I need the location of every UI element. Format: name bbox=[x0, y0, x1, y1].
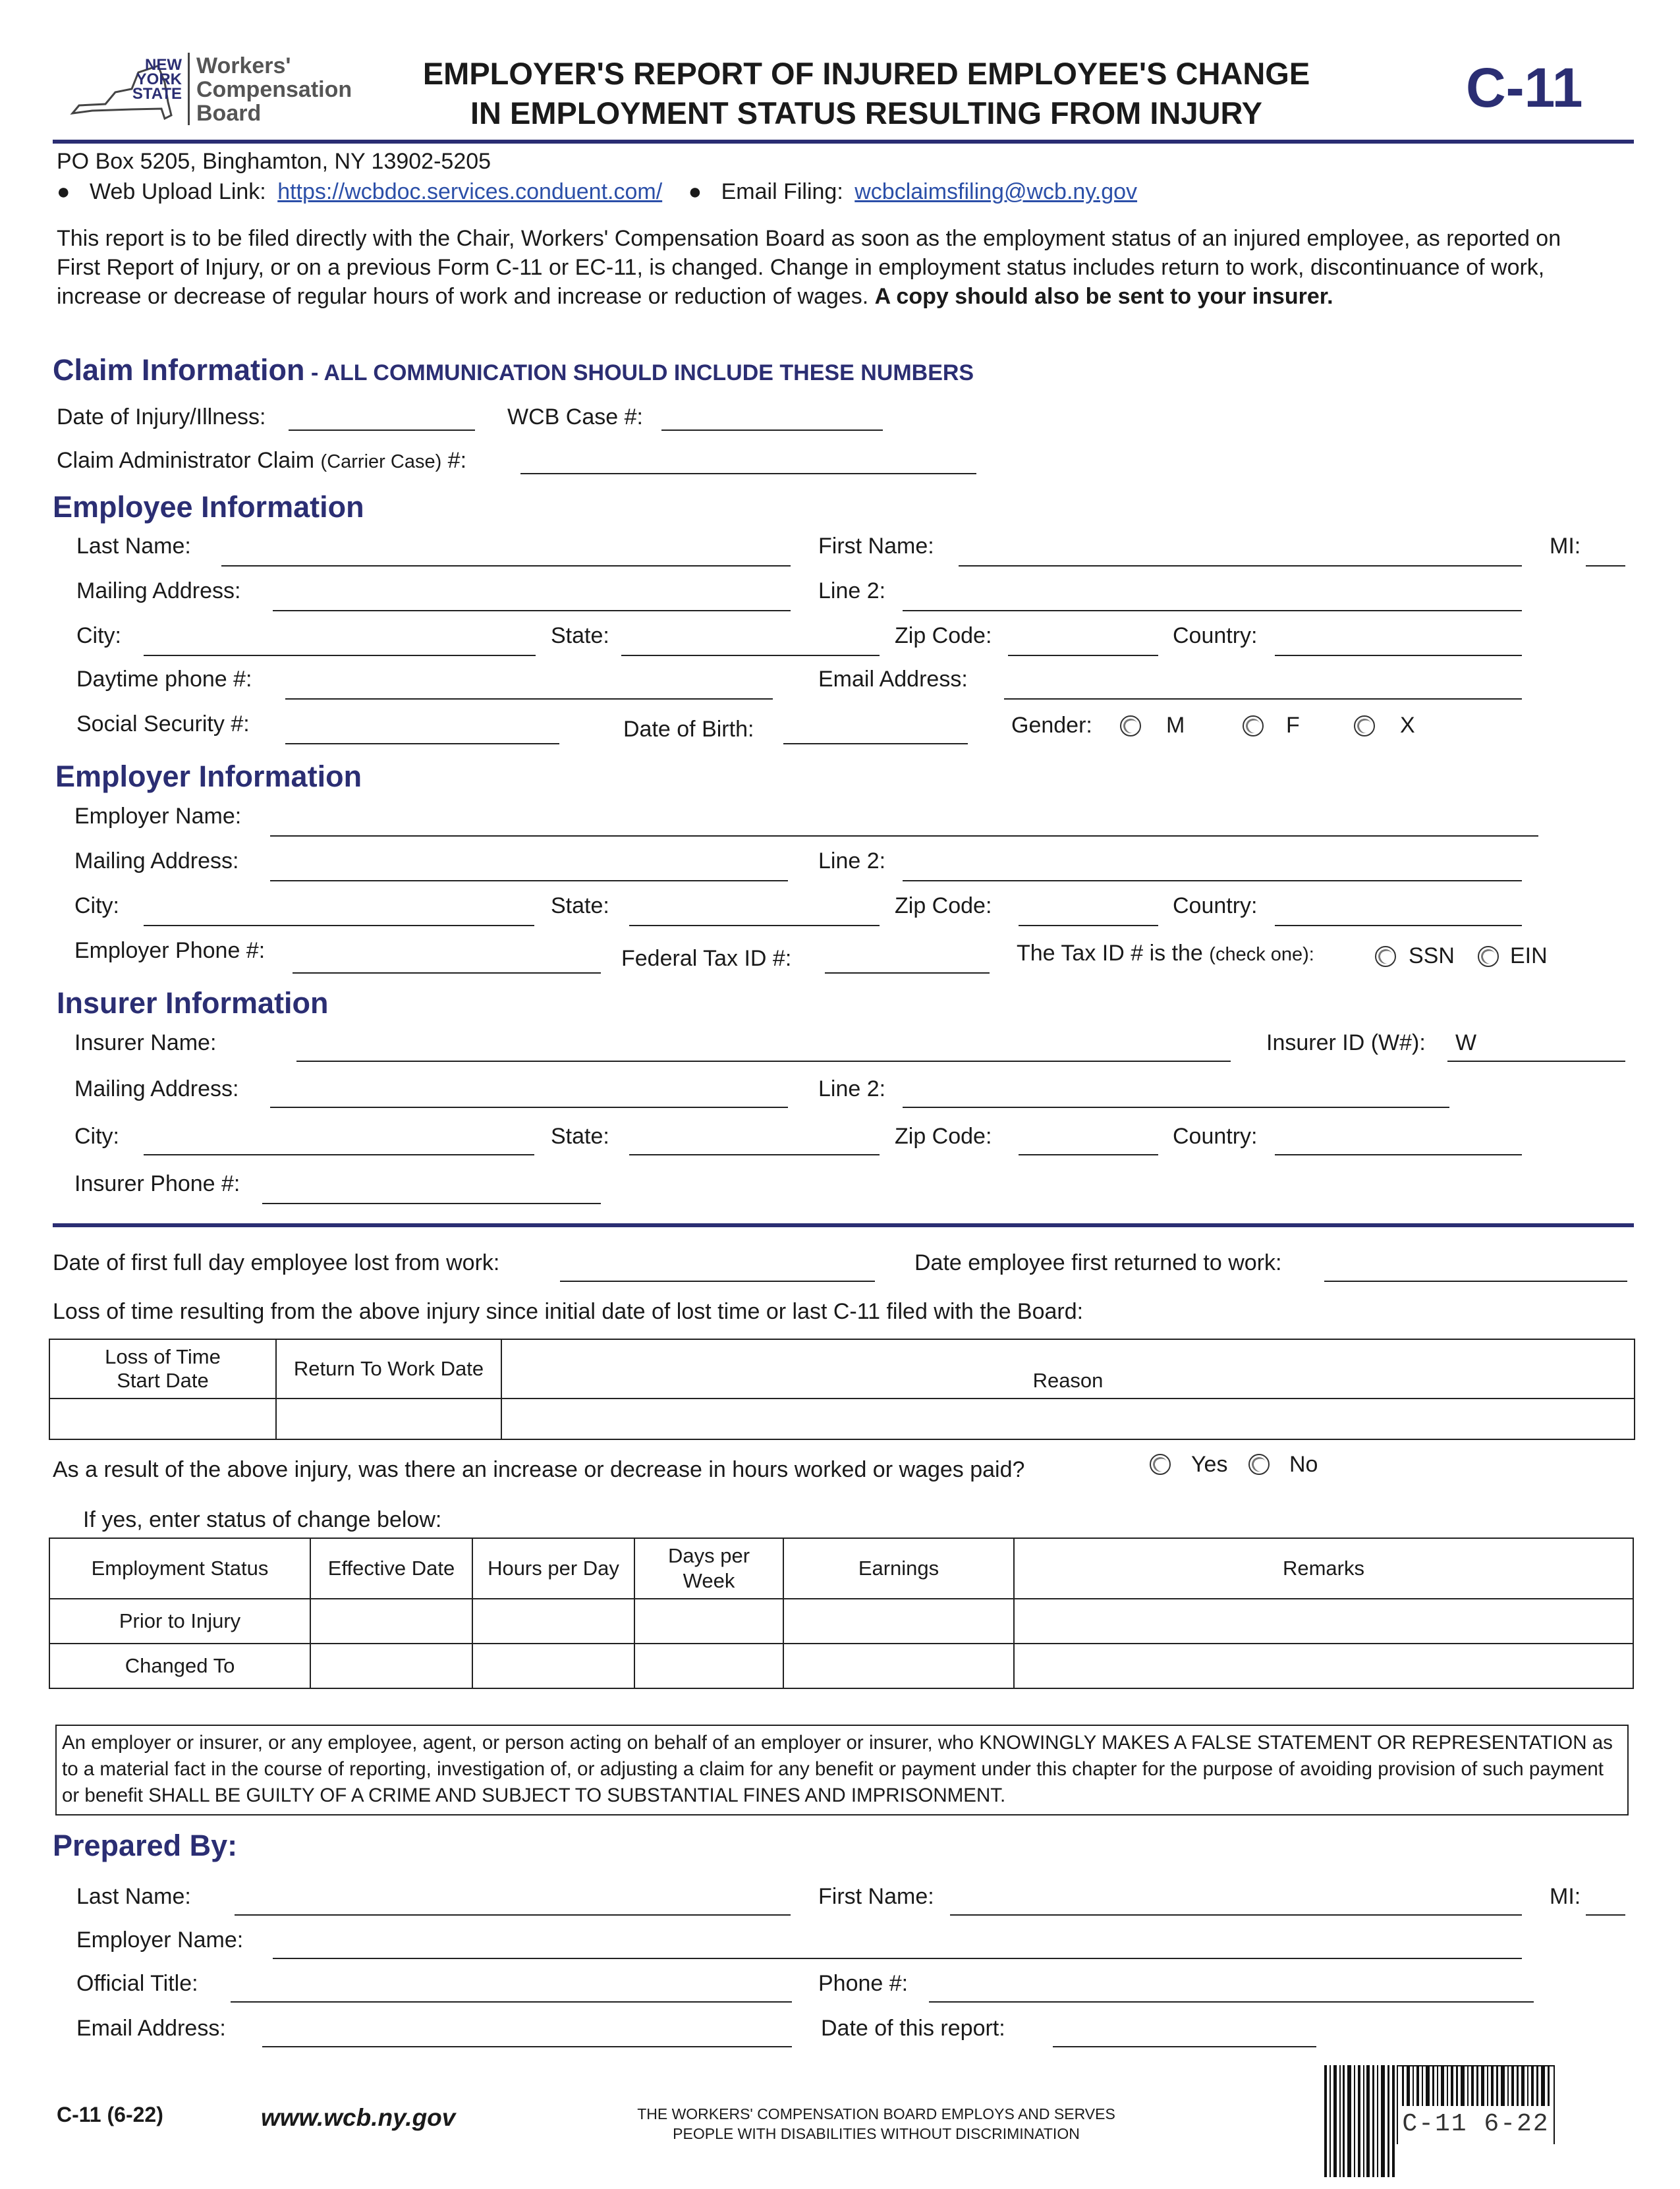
prep-title-label: Official Title: bbox=[76, 1971, 198, 1996]
er-zip-label: Zip Code: bbox=[895, 893, 992, 918]
col-loss-start-line2: Start Date bbox=[117, 1369, 209, 1392]
wcb-case-field[interactable] bbox=[661, 429, 883, 431]
ins-city-field[interactable] bbox=[144, 1154, 534, 1155]
er-state-label: State: bbox=[551, 893, 609, 918]
date-injury-label: Date of Injury/Illness: bbox=[57, 404, 266, 429]
prep-last-name-label: Last Name: bbox=[76, 1884, 191, 1909]
col-return-date: Return To Work Date bbox=[276, 1339, 501, 1399]
ins-phone-field[interactable] bbox=[262, 1203, 601, 1204]
er-line2-label: Line 2: bbox=[818, 848, 886, 873]
taxid-ssn-label: SSN bbox=[1409, 943, 1455, 968]
gender-x-label: X bbox=[1400, 713, 1415, 738]
gender-f-label: F bbox=[1286, 713, 1300, 738]
ins-state-field[interactable] bbox=[629, 1154, 880, 1155]
logo-agency-line: Workers' bbox=[196, 53, 291, 78]
fraud-warning: An employer or insurer, or any employee, agent, or person acting on behalf of an employer or insurer, who KNOWINGLY MAKES A FALSE STATEMENT OR REPRESENTATION as to a material fact in the course of reporting, investigation of, or adjusting a claim for any benefit or payment under this chapter for the purpose of avoiding provision of such payment or benefit SHALL BE GUILTY OF A CRIME AND SUBJECT TO SUBSTANTIAL FINES AND IMPRISONMENT. bbox=[55, 1725, 1629, 1815]
emp-ssn-field[interactable] bbox=[285, 743, 559, 744]
upload-line bbox=[57, 179, 1137, 205]
prior-effective-cell[interactable] bbox=[310, 1599, 472, 1644]
changed-hours-cell[interactable] bbox=[472, 1644, 634, 1688]
col-loss-start-line1: Loss of Time bbox=[105, 1345, 221, 1368]
barcode-box bbox=[1397, 2065, 1555, 2144]
er-taxid-type-label bbox=[1017, 941, 1314, 966]
if-yes-label: If yes, enter status of change below: bbox=[83, 1507, 442, 1532]
gender-x-radio[interactable] bbox=[1354, 715, 1375, 736]
tax-id-type-text: The Tax ID # is the bbox=[1017, 941, 1203, 966]
changed-days-cell[interactable] bbox=[634, 1644, 783, 1688]
ins-city-label: City: bbox=[74, 1124, 119, 1149]
emp-country-label: Country: bbox=[1173, 623, 1258, 648]
er-name-field[interactable] bbox=[270, 835, 1538, 837]
logo-agency-line: Board bbox=[196, 101, 262, 126]
gender-f-radio[interactable] bbox=[1243, 715, 1264, 736]
er-mailing-label: Mailing Address: bbox=[74, 848, 239, 873]
change-no-label: No bbox=[1289, 1452, 1318, 1477]
emp-first-name-label: First Name: bbox=[818, 534, 934, 559]
emp-email-label: Email Address: bbox=[818, 667, 968, 692]
prior-earnings-cell[interactable] bbox=[783, 1599, 1014, 1644]
upload-label: Web Upload Link: bbox=[90, 179, 266, 204]
ins-country-field[interactable] bbox=[1275, 1154, 1522, 1155]
reason-cell[interactable] bbox=[501, 1399, 1635, 1439]
first-day-lost-field[interactable] bbox=[560, 1281, 875, 1282]
emp-phone-label: Daytime phone #: bbox=[76, 667, 252, 692]
change-yes-radio[interactable] bbox=[1150, 1454, 1171, 1475]
emp-line2-field[interactable] bbox=[903, 610, 1522, 611]
wcb-case-label: WCB Case #: bbox=[507, 404, 643, 429]
ins-zip-label: Zip Code: bbox=[895, 1124, 992, 1149]
gender-m-radio[interactable] bbox=[1120, 715, 1141, 736]
emp-dob-label: Date of Birth: bbox=[623, 717, 754, 742]
emp-first-name-field[interactable] bbox=[959, 565, 1522, 567]
prep-email-field[interactable] bbox=[262, 2046, 792, 2047]
loss-of-time-table bbox=[49, 1339, 1635, 1440]
non-discrimination-notice bbox=[547, 2104, 1206, 2144]
er-line2-field[interactable] bbox=[903, 880, 1522, 881]
er-phone-label: Employer Phone #: bbox=[74, 938, 266, 963]
taxid-ssn-radio[interactable] bbox=[1375, 946, 1396, 967]
ins-zip-field[interactable] bbox=[1019, 1154, 1158, 1155]
er-country-label: Country: bbox=[1173, 893, 1258, 918]
prep-employer-label: Employer Name: bbox=[76, 1927, 244, 1953]
gender-m-label: M bbox=[1166, 713, 1185, 738]
ins-id-field[interactable] bbox=[1447, 1061, 1625, 1062]
emp-last-name-field[interactable] bbox=[221, 565, 791, 567]
col-days-per-week-label: Days per Week bbox=[667, 1544, 750, 1592]
form-id: C-11 bbox=[1466, 57, 1583, 119]
ins-phone-label: Insurer Phone #: bbox=[74, 1171, 240, 1196]
emp-mi-label: MI: bbox=[1550, 534, 1581, 559]
ins-mailing-field[interactable] bbox=[270, 1107, 788, 1108]
emp-gender-label: Gender: bbox=[1011, 713, 1092, 738]
barcode bbox=[1324, 2065, 1397, 2177]
emp-zip-label: Zip Code: bbox=[895, 623, 992, 648]
emp-mailing-label: Mailing Address: bbox=[76, 578, 241, 603]
er-mailing-field[interactable] bbox=[270, 880, 788, 881]
header-rule bbox=[53, 140, 1634, 144]
loss-start-cell[interactable] bbox=[49, 1399, 276, 1439]
col-loss-start bbox=[49, 1339, 276, 1399]
insurer-heading: Insurer Information bbox=[57, 986, 329, 1020]
emp-state-label: State: bbox=[551, 623, 609, 648]
er-state-field[interactable] bbox=[629, 925, 880, 926]
prep-date-field[interactable] bbox=[1053, 2046, 1316, 2047]
website[interactable]: www.wcb.ny.gov bbox=[261, 2104, 456, 2131]
carrier-case-label bbox=[57, 448, 466, 474]
changed-earnings-cell[interactable] bbox=[783, 1644, 1014, 1688]
intro-bold: A copy should also be sent to your insurer. bbox=[874, 284, 1333, 309]
changed-effective-cell[interactable] bbox=[310, 1644, 472, 1688]
emp-line2-label: Line 2: bbox=[818, 578, 886, 603]
claim-subheading: - ALL COMMUNICATION SHOULD INCLUDE THESE NUMBERS bbox=[304, 360, 974, 385]
claim-heading bbox=[53, 353, 974, 387]
prior-remarks-cell[interactable] bbox=[1014, 1599, 1633, 1644]
taxid-ein-radio[interactable] bbox=[1478, 946, 1499, 967]
email-filing-link[interactable]: wcbclaimsfiling@wcb.ny.gov bbox=[854, 179, 1138, 204]
ins-country-label: Country: bbox=[1173, 1124, 1258, 1149]
col-reason-label: Reason bbox=[1032, 1369, 1104, 1392]
check-one-text: (check one): bbox=[1209, 944, 1314, 965]
emp-city-label: City: bbox=[76, 623, 121, 648]
first-returned-field[interactable] bbox=[1324, 1281, 1627, 1282]
taxid-ein-label: EIN bbox=[1510, 943, 1548, 968]
emp-city-field[interactable] bbox=[144, 655, 536, 656]
carrier-case-field[interactable] bbox=[520, 473, 976, 474]
logo-state-line: NEW bbox=[145, 56, 182, 74]
emp-mailing-field[interactable] bbox=[273, 610, 791, 611]
prep-phone-label: Phone #: bbox=[818, 1971, 909, 1996]
col-remarks: Remarks bbox=[1014, 1538, 1633, 1599]
employer-heading: Employer Information bbox=[55, 760, 362, 793]
er-phone-field[interactable] bbox=[293, 972, 601, 974]
prep-employer-field[interactable] bbox=[273, 1958, 1522, 1959]
logo-state-line: YORK bbox=[136, 70, 182, 88]
logo-agency-line: Compensation bbox=[196, 77, 352, 102]
form-title-line2: IN EMPLOYMENT STATUS RESULTING FROM INJURY bbox=[470, 96, 1262, 130]
prep-date-label: Date of this report: bbox=[821, 2016, 1005, 2041]
return-date-cell[interactable] bbox=[276, 1399, 501, 1439]
emp-last-name-label: Last Name: bbox=[76, 534, 191, 559]
col-days-per-week bbox=[634, 1538, 783, 1599]
er-name-label: Employer Name: bbox=[74, 804, 242, 829]
col-hours-per-day: Hours per Day bbox=[472, 1538, 634, 1599]
emp-dob-field[interactable] bbox=[783, 743, 968, 744]
prior-hours-cell[interactable] bbox=[472, 1599, 634, 1644]
ins-name-label: Insurer Name: bbox=[74, 1030, 217, 1055]
claim-heading-title: Claim Information bbox=[53, 353, 305, 387]
emp-zip-field[interactable] bbox=[1008, 655, 1158, 656]
bullet-icon: ● bbox=[57, 179, 70, 204]
change-question: As a result of the above injury, was there an increase or decrease in hours worked or wages paid? bbox=[53, 1457, 1025, 1482]
emp-email-field[interactable] bbox=[1004, 698, 1522, 700]
ins-line2-field[interactable] bbox=[903, 1107, 1449, 1108]
ins-id-prefix: W bbox=[1455, 1030, 1477, 1055]
form-version: C-11 (6-22) bbox=[57, 2103, 163, 2126]
first-day-lost-label: Date of first full day employee lost from work: bbox=[53, 1250, 500, 1275]
ins-line2-label: Line 2: bbox=[818, 1076, 886, 1101]
barcode-text: C-11 6-22 bbox=[1402, 2110, 1550, 2138]
col-reason bbox=[501, 1339, 1635, 1399]
form-title bbox=[389, 54, 1344, 133]
col-employment-status: Employment Status bbox=[49, 1538, 310, 1599]
intro-paragraph bbox=[57, 224, 1598, 311]
prepared-heading: Prepared By: bbox=[53, 1829, 238, 1862]
carrier-small: (Carrier Case) bbox=[320, 451, 442, 472]
bullet-icon: ● bbox=[688, 179, 702, 204]
prep-mi-field[interactable] bbox=[1586, 1914, 1625, 1916]
emp-ssn-label: Social Security #: bbox=[76, 711, 250, 736]
notice-line2: PEOPLE WITH DISABILITIES WITHOUT DISCRIMINATION bbox=[673, 2125, 1080, 2142]
prep-email-label: Email Address: bbox=[76, 2016, 226, 2041]
prep-first-name-field[interactable] bbox=[950, 1914, 1522, 1916]
emp-country-field[interactable] bbox=[1275, 655, 1522, 656]
prior-days-cell[interactable] bbox=[634, 1599, 783, 1644]
ins-name-field[interactable] bbox=[296, 1061, 1231, 1062]
ins-mailing-label: Mailing Address: bbox=[74, 1076, 239, 1101]
prep-last-name-field[interactable] bbox=[235, 1914, 791, 1916]
col-earnings: Earnings bbox=[783, 1538, 1014, 1599]
wcb-logo bbox=[66, 53, 352, 128]
prep-title-field[interactable] bbox=[231, 2001, 792, 2003]
er-city-label: City: bbox=[74, 893, 119, 918]
emp-state-field[interactable] bbox=[621, 655, 880, 656]
date-injury-field[interactable] bbox=[289, 429, 475, 431]
prep-phone-field[interactable] bbox=[929, 2001, 1534, 2003]
carrier-suffix: #: bbox=[441, 448, 467, 473]
row-prior-label: Prior to Injury bbox=[49, 1599, 310, 1644]
er-taxid-label: Federal Tax ID #: bbox=[621, 946, 792, 971]
emp-mi-field[interactable] bbox=[1586, 565, 1625, 567]
change-yes-label: Yes bbox=[1191, 1452, 1228, 1477]
changed-remarks-cell[interactable] bbox=[1014, 1644, 1633, 1688]
notice-line1: THE WORKERS' COMPENSATION BOARD EMPLOYS AND SERVES bbox=[637, 2105, 1115, 2122]
logo-state-line: STATE bbox=[132, 85, 182, 103]
ins-id-label: Insurer ID (W#): bbox=[1266, 1030, 1426, 1055]
er-country-field[interactable] bbox=[1275, 925, 1522, 926]
row-changed-label: Changed To bbox=[49, 1644, 310, 1688]
employee-heading: Employee Information bbox=[53, 490, 364, 524]
er-city-field[interactable] bbox=[144, 925, 534, 926]
change-no-radio[interactable] bbox=[1248, 1454, 1270, 1475]
status-change-table bbox=[49, 1538, 1634, 1689]
emp-phone-field[interactable] bbox=[285, 698, 773, 700]
er-taxid-field[interactable] bbox=[825, 972, 990, 974]
prep-mi-label: MI: bbox=[1550, 1884, 1581, 1909]
section-rule bbox=[53, 1223, 1634, 1227]
col-effective-date: Effective Date bbox=[310, 1538, 472, 1599]
carrier-prefix: Claim Administrator Claim bbox=[57, 448, 315, 473]
prep-first-name-label: First Name: bbox=[818, 1884, 934, 1909]
er-zip-field[interactable] bbox=[1019, 925, 1158, 926]
po-box: PO Box 5205, Binghamton, NY 13902-5205 bbox=[57, 149, 491, 174]
loss-intro: Loss of time resulting from the above injury since initial date of lost time or last C-11 filed with the Board: bbox=[53, 1299, 1084, 1324]
ins-state-label: State: bbox=[551, 1124, 609, 1149]
email-filing-label: Email Filing: bbox=[721, 179, 843, 204]
intro-text: This report is to be filed directly with the Chair, Workers' Compensation Board as soon as the employment status of an injured employee, as reported on First Report of Injury, or on a previous Form C-11 or EC-11, is changed. Change in employment status includes return to work, discontinuance of work, increase or decrease of regular hours of work and increase or reduction of wages. bbox=[57, 226, 1561, 309]
upload-link[interactable]: https://wcbdoc.services.conduent.com/ bbox=[277, 179, 663, 204]
first-returned-label: Date employee first returned to work: bbox=[914, 1250, 1282, 1275]
form-title-line1: EMPLOYER'S REPORT OF INJURED EMPLOYEE'S CHANGE bbox=[422, 56, 1310, 91]
